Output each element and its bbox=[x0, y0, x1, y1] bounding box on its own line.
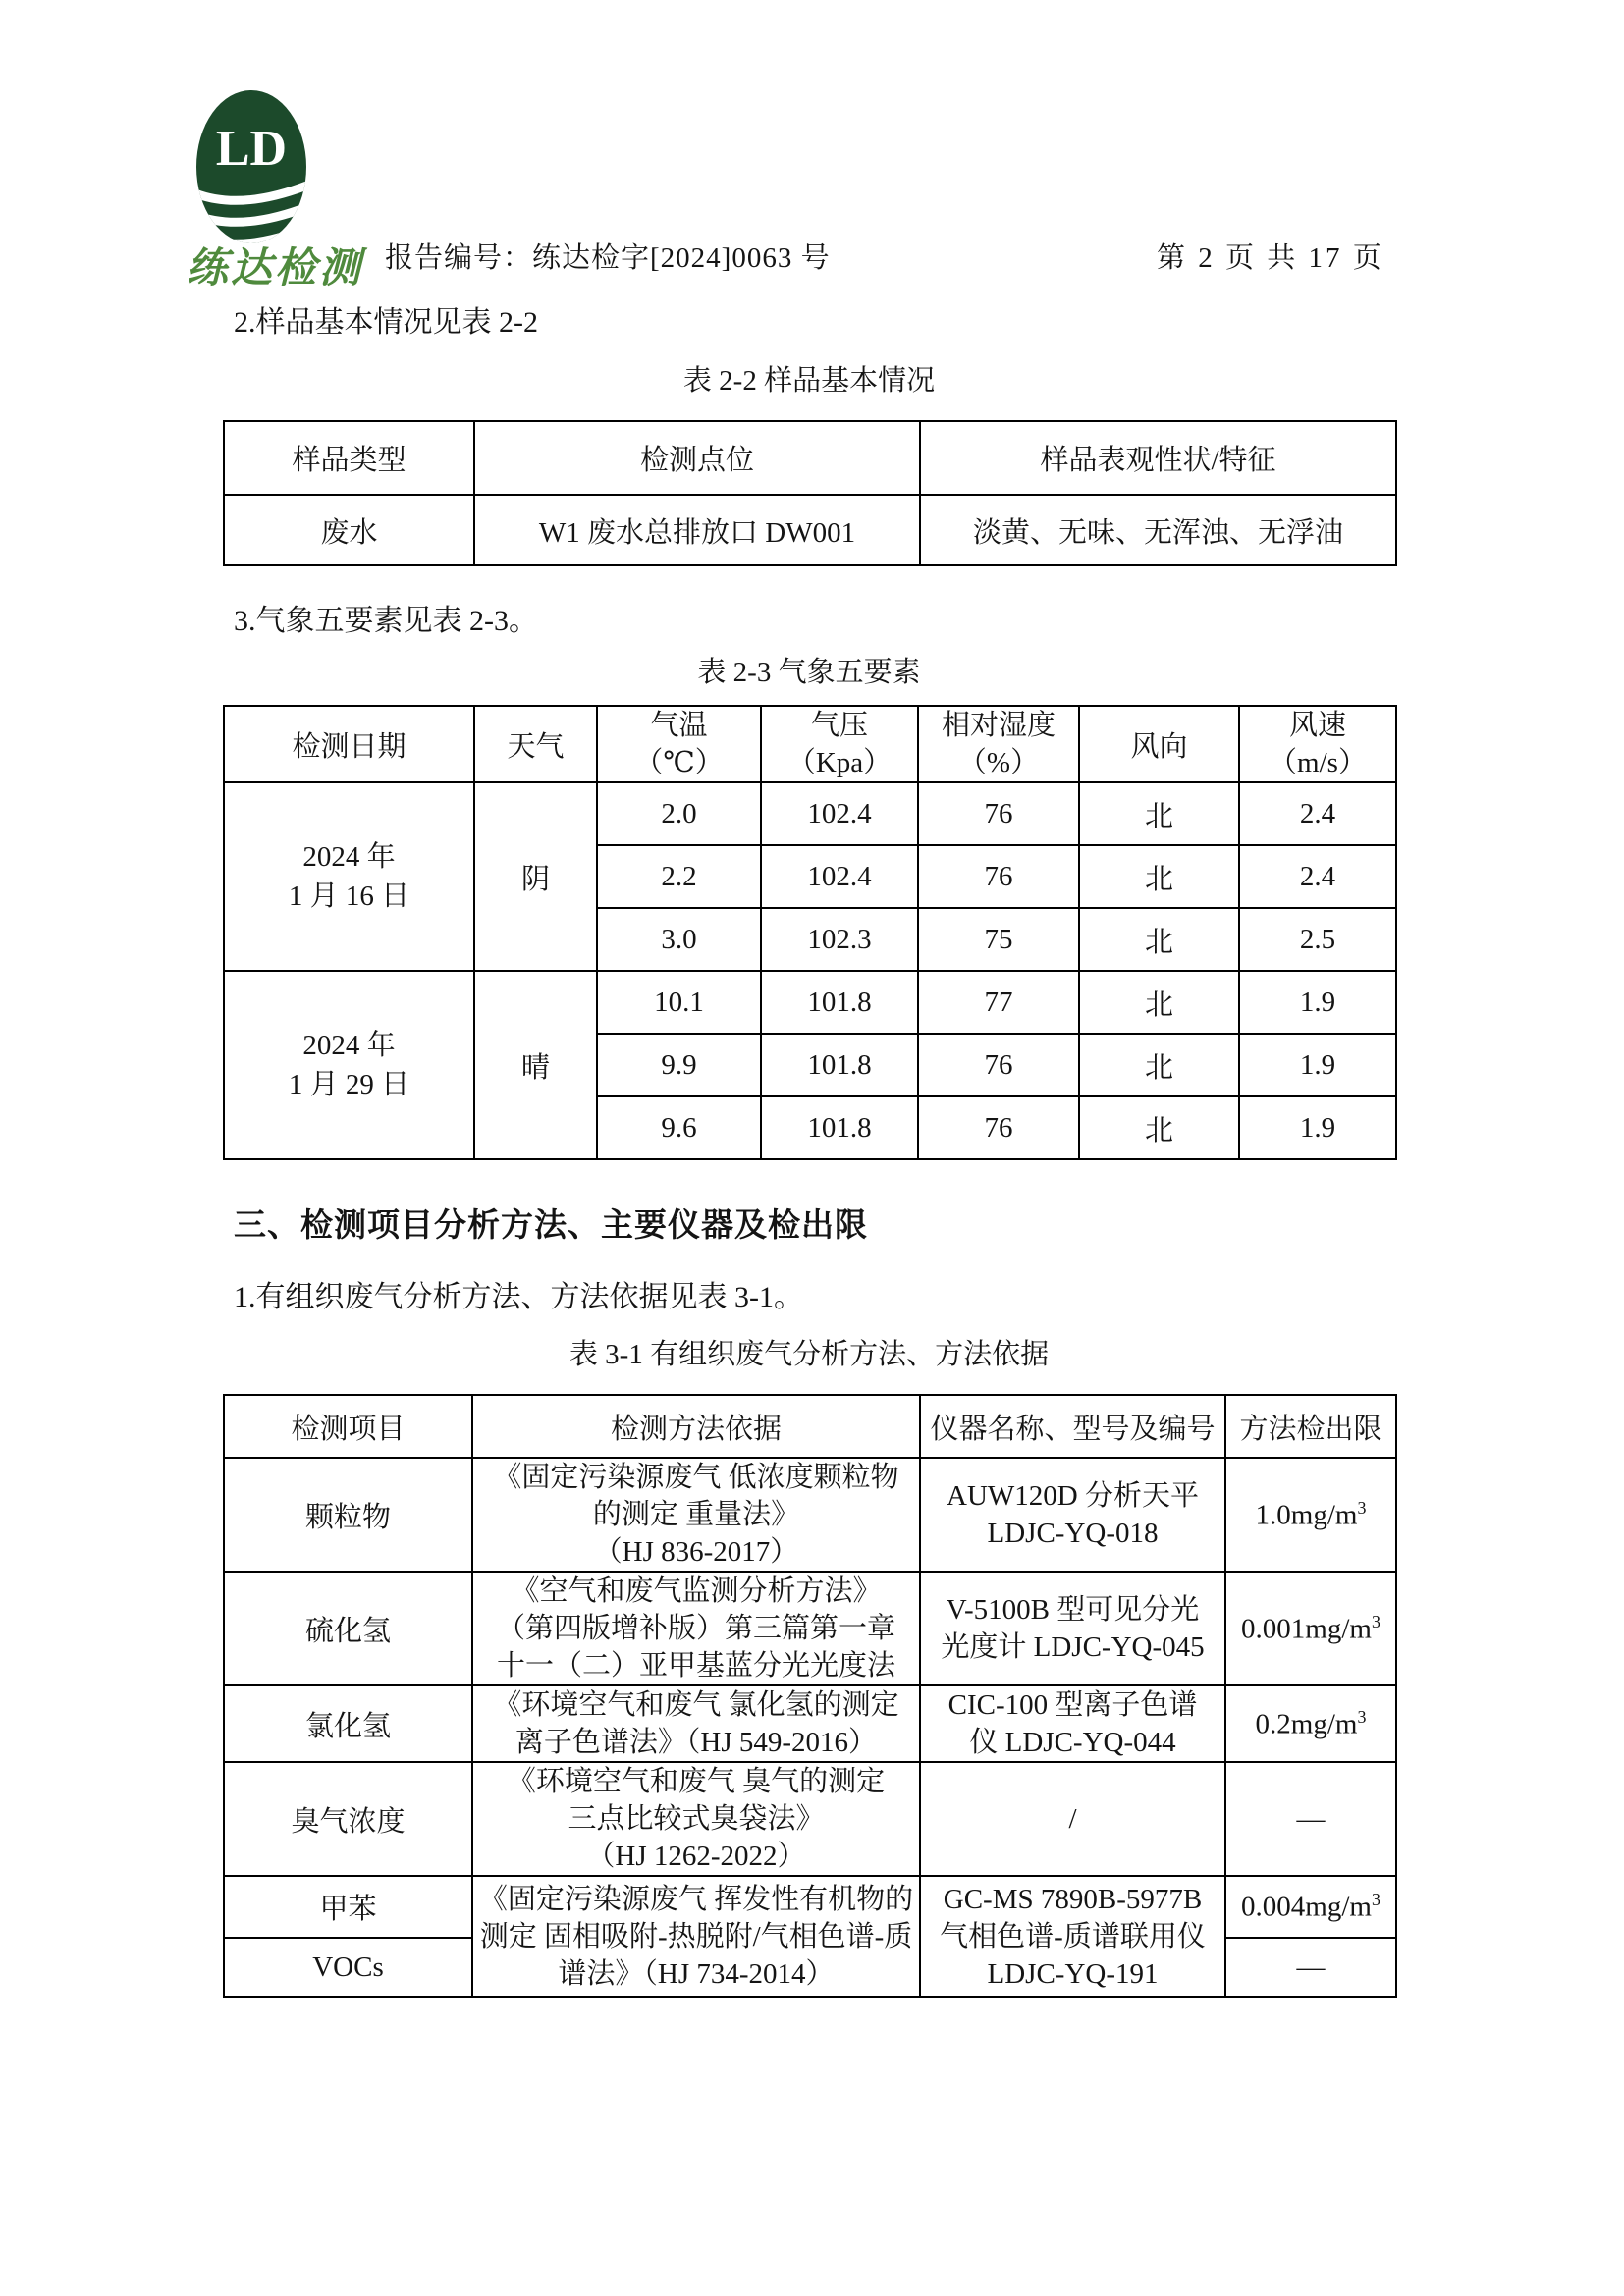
instrument-cell bbox=[920, 1685, 1225, 1762]
wind-dir: 北 bbox=[1079, 971, 1239, 1034]
limit-exp: 3 bbox=[1371, 1611, 1380, 1631]
wind-speed: 2.5 bbox=[1239, 908, 1396, 971]
humidity: 76 bbox=[918, 782, 1079, 845]
report-number: 报告编号：练达检字[2024]0063 号 bbox=[385, 242, 831, 274]
humidity: 76 bbox=[918, 1096, 1079, 1159]
company-logo-icon bbox=[194, 88, 308, 245]
wind-speed: 1.9 bbox=[1239, 1034, 1396, 1096]
limit-exp: 3 bbox=[1357, 1706, 1367, 1727]
method-cell bbox=[472, 1572, 920, 1685]
wind-speed: 1.9 bbox=[1239, 1096, 1396, 1159]
temp: 9.6 bbox=[597, 1096, 761, 1159]
wind-dir: 北 bbox=[1079, 782, 1239, 845]
wind-dir: 北 bbox=[1079, 1096, 1239, 1159]
col-header bbox=[918, 706, 1079, 782]
method-line: （HJ 1262-2022） bbox=[586, 1841, 806, 1872]
wind-dir: 北 bbox=[1079, 908, 1239, 971]
brand-name: 练达检测 bbox=[187, 246, 364, 292]
temp: 2.0 bbox=[597, 782, 761, 845]
method-cell bbox=[472, 1685, 920, 1762]
analyte: 甲苯 bbox=[224, 1876, 472, 1938]
limit-value: 0.001mg/m bbox=[1241, 1613, 1372, 1645]
col-header: 仪器名称、型号及编号 bbox=[920, 1395, 1225, 1458]
header-line: 气温 bbox=[650, 710, 708, 741]
method-line: 《空气和废气监测分析方法》 bbox=[511, 1575, 882, 1607]
col-header: 风向 bbox=[1079, 706, 1239, 782]
table-row bbox=[224, 1762, 1396, 1876]
instrument-line: 气相色谱-质谱联用仪 bbox=[940, 1920, 1206, 1952]
pressure: 101.8 bbox=[761, 971, 918, 1034]
header-line: （Kpa） bbox=[786, 747, 893, 778]
pressure: 102.4 bbox=[761, 782, 918, 845]
col-header: 检测日期 bbox=[224, 706, 474, 782]
humidity: 76 bbox=[918, 845, 1079, 908]
table-methods bbox=[223, 1394, 1397, 1998]
method-line: 离子色谱法》（HJ 549-2016） bbox=[514, 1727, 878, 1758]
limit-exp: 3 bbox=[1357, 1497, 1367, 1518]
pressure: 102.4 bbox=[761, 845, 918, 908]
col-header: 方法检出限 bbox=[1225, 1395, 1396, 1458]
pressure: 102.3 bbox=[761, 908, 918, 971]
detection-limit bbox=[1225, 1458, 1396, 1572]
sample-type: 废水 bbox=[224, 495, 474, 565]
wind-speed: 2.4 bbox=[1239, 782, 1396, 845]
humidity: 76 bbox=[918, 1034, 1079, 1096]
pressure: 101.8 bbox=[761, 1034, 918, 1096]
table-row bbox=[224, 1876, 1396, 1938]
humidity: 77 bbox=[918, 971, 1079, 1034]
header-line: 风速 bbox=[1288, 710, 1346, 741]
limit-exp: 3 bbox=[1371, 1890, 1380, 1910]
header-line: （%） bbox=[957, 747, 1040, 778]
instrument-cell bbox=[920, 1876, 1225, 1997]
col-header: 检测方法依据 bbox=[472, 1395, 920, 1458]
instrument-line: LDJC-YQ-191 bbox=[987, 1957, 1159, 1990]
analyte: 臭气浓度 bbox=[224, 1762, 472, 1876]
logo-egg-icon bbox=[194, 88, 308, 245]
header-line: （℃） bbox=[634, 747, 724, 778]
instrument-line: LDJC-YQ-018 bbox=[987, 1518, 1159, 1549]
date-line: 1 月 16 日 bbox=[288, 881, 410, 912]
wind-speed: 2.4 bbox=[1239, 845, 1396, 908]
analyte: 硫化氢 bbox=[224, 1572, 472, 1685]
method-line: 《固定污染源废气 低浓度颗粒物 bbox=[493, 1462, 899, 1493]
instrument-line: GC-MS 7890B-5977B bbox=[943, 1883, 1203, 1915]
table-weather bbox=[223, 705, 1397, 1160]
instrument-line: AUW120D 分析天平 bbox=[947, 1480, 1199, 1512]
header-line: 气压 bbox=[810, 710, 868, 741]
table23-caption: 表 2-3 气象五要素 bbox=[697, 657, 921, 688]
instrument-cell bbox=[920, 1572, 1225, 1685]
table-row bbox=[224, 782, 1396, 845]
table-row bbox=[224, 971, 1396, 1034]
col-header: 天气 bbox=[474, 706, 597, 782]
method-line: 十一（二）亚甲基蓝分光光度法 bbox=[496, 1650, 895, 1682]
date-cell bbox=[224, 782, 474, 971]
instrument-line: 光度计 LDJC-YQ-045 bbox=[941, 1631, 1205, 1663]
col-header: 样品表观性状/特征 bbox=[920, 421, 1396, 495]
wind-dir: 北 bbox=[1079, 1034, 1239, 1096]
table-row bbox=[224, 1458, 1396, 1572]
instrument-line: V-5100B 型可见分光 bbox=[946, 1594, 1200, 1626]
wind-speed: 1.9 bbox=[1239, 971, 1396, 1034]
analyte: 颗粒物 bbox=[224, 1458, 472, 1572]
table-header-row bbox=[224, 1395, 1396, 1458]
page-indicator: 第 2 页 共 17 页 bbox=[1157, 242, 1384, 274]
table-sample-info bbox=[223, 420, 1397, 566]
temp: 3.0 bbox=[597, 908, 761, 971]
method-line: 测定 固相吸附-热脱附/气相色谱-质 bbox=[479, 1920, 913, 1952]
table22-caption: 表 2-2 样品基本情况 bbox=[682, 365, 936, 397]
wind-dir: 北 bbox=[1079, 845, 1239, 908]
method-line: 谱法》（HJ 734-2014） bbox=[558, 1957, 835, 1990]
section2-intro: 2.样品基本情况见表 2-2 bbox=[234, 306, 538, 339]
table-row bbox=[224, 1685, 1396, 1762]
date-line: 2024 年 bbox=[302, 1030, 396, 1061]
limit-value: 1.0mg/m bbox=[1255, 1499, 1358, 1531]
instrument-line: CIC-100 型离子色谱 bbox=[947, 1689, 1198, 1721]
sampling-point: W1 废水总排放口 DW001 bbox=[474, 495, 920, 565]
section4-intro: 1.有组织废气分析方法、方法依据见表 3-1。 bbox=[234, 1281, 803, 1313]
method-line: 《固定污染源废气 挥发性有机物的 bbox=[478, 1883, 914, 1915]
detection-limit bbox=[1225, 1685, 1396, 1762]
temp: 9.9 bbox=[597, 1034, 761, 1096]
analyte: VOCs bbox=[224, 1938, 472, 1997]
method-line: （HJ 836-2017） bbox=[593, 1536, 799, 1568]
table-header-row bbox=[224, 421, 1396, 495]
instrument-cell bbox=[920, 1458, 1225, 1572]
table-header-row bbox=[224, 706, 1396, 782]
instrument-cell: / bbox=[920, 1762, 1225, 1876]
weather-cell: 晴 bbox=[474, 971, 597, 1159]
limit-value: 0.2mg/m bbox=[1255, 1708, 1358, 1740]
sample-appearance: 淡黄、无味、无浑浊、无浮油 bbox=[920, 495, 1396, 565]
col-header: 检测项目 bbox=[224, 1395, 472, 1458]
table-row bbox=[224, 1572, 1396, 1685]
method-line: 《环境空气和废气 氯化氢的测定 bbox=[493, 1689, 899, 1721]
table-row bbox=[224, 495, 1396, 565]
method-line: 《环境空气和废气 臭气的测定 bbox=[507, 1766, 886, 1797]
method-cell bbox=[472, 1458, 920, 1572]
temp: 2.2 bbox=[597, 845, 761, 908]
temp: 10.1 bbox=[597, 971, 761, 1034]
col-header bbox=[761, 706, 918, 782]
col-header bbox=[1239, 706, 1396, 782]
date-line: 2024 年 bbox=[302, 841, 396, 873]
method-line: 的测定 重量法》 bbox=[592, 1499, 800, 1530]
humidity: 75 bbox=[918, 908, 1079, 971]
method-line: （第四版增补版）第三篇第一章 bbox=[496, 1613, 895, 1644]
weather-cell: 阴 bbox=[474, 782, 597, 971]
table31-caption: 表 3-1 有组织废气分析方法、方法依据 bbox=[568, 1339, 1050, 1370]
section3-intro: 3.气象五要素见表 2-3。 bbox=[234, 605, 538, 637]
instrument-line: 仪 LDJC-YQ-044 bbox=[969, 1727, 1176, 1758]
detection-limit bbox=[1225, 1876, 1396, 1938]
detection-limit: — bbox=[1225, 1762, 1396, 1876]
detection-limit: — bbox=[1225, 1938, 1396, 1997]
method-cell bbox=[472, 1876, 920, 1997]
pressure: 101.8 bbox=[761, 1096, 918, 1159]
header-line: 相对湿度 bbox=[941, 710, 1056, 741]
section-heading: 三、检测项目分析方法、主要仪器及检出限 bbox=[234, 1206, 868, 1243]
limit-value: 0.004mg/m bbox=[1241, 1891, 1372, 1923]
header-line: （m/s） bbox=[1269, 747, 1367, 778]
method-line: 三点比较式臭袋法》 bbox=[568, 1803, 825, 1835]
analyte: 氯化氢 bbox=[224, 1685, 472, 1762]
col-header bbox=[597, 706, 761, 782]
date-line: 1 月 29 日 bbox=[288, 1069, 410, 1100]
date-cell bbox=[224, 971, 474, 1159]
col-header: 样品类型 bbox=[224, 421, 474, 495]
col-header: 检测点位 bbox=[474, 421, 920, 495]
method-cell bbox=[472, 1762, 920, 1876]
logo-initials: LD bbox=[215, 121, 288, 177]
detection-limit bbox=[1225, 1572, 1396, 1685]
